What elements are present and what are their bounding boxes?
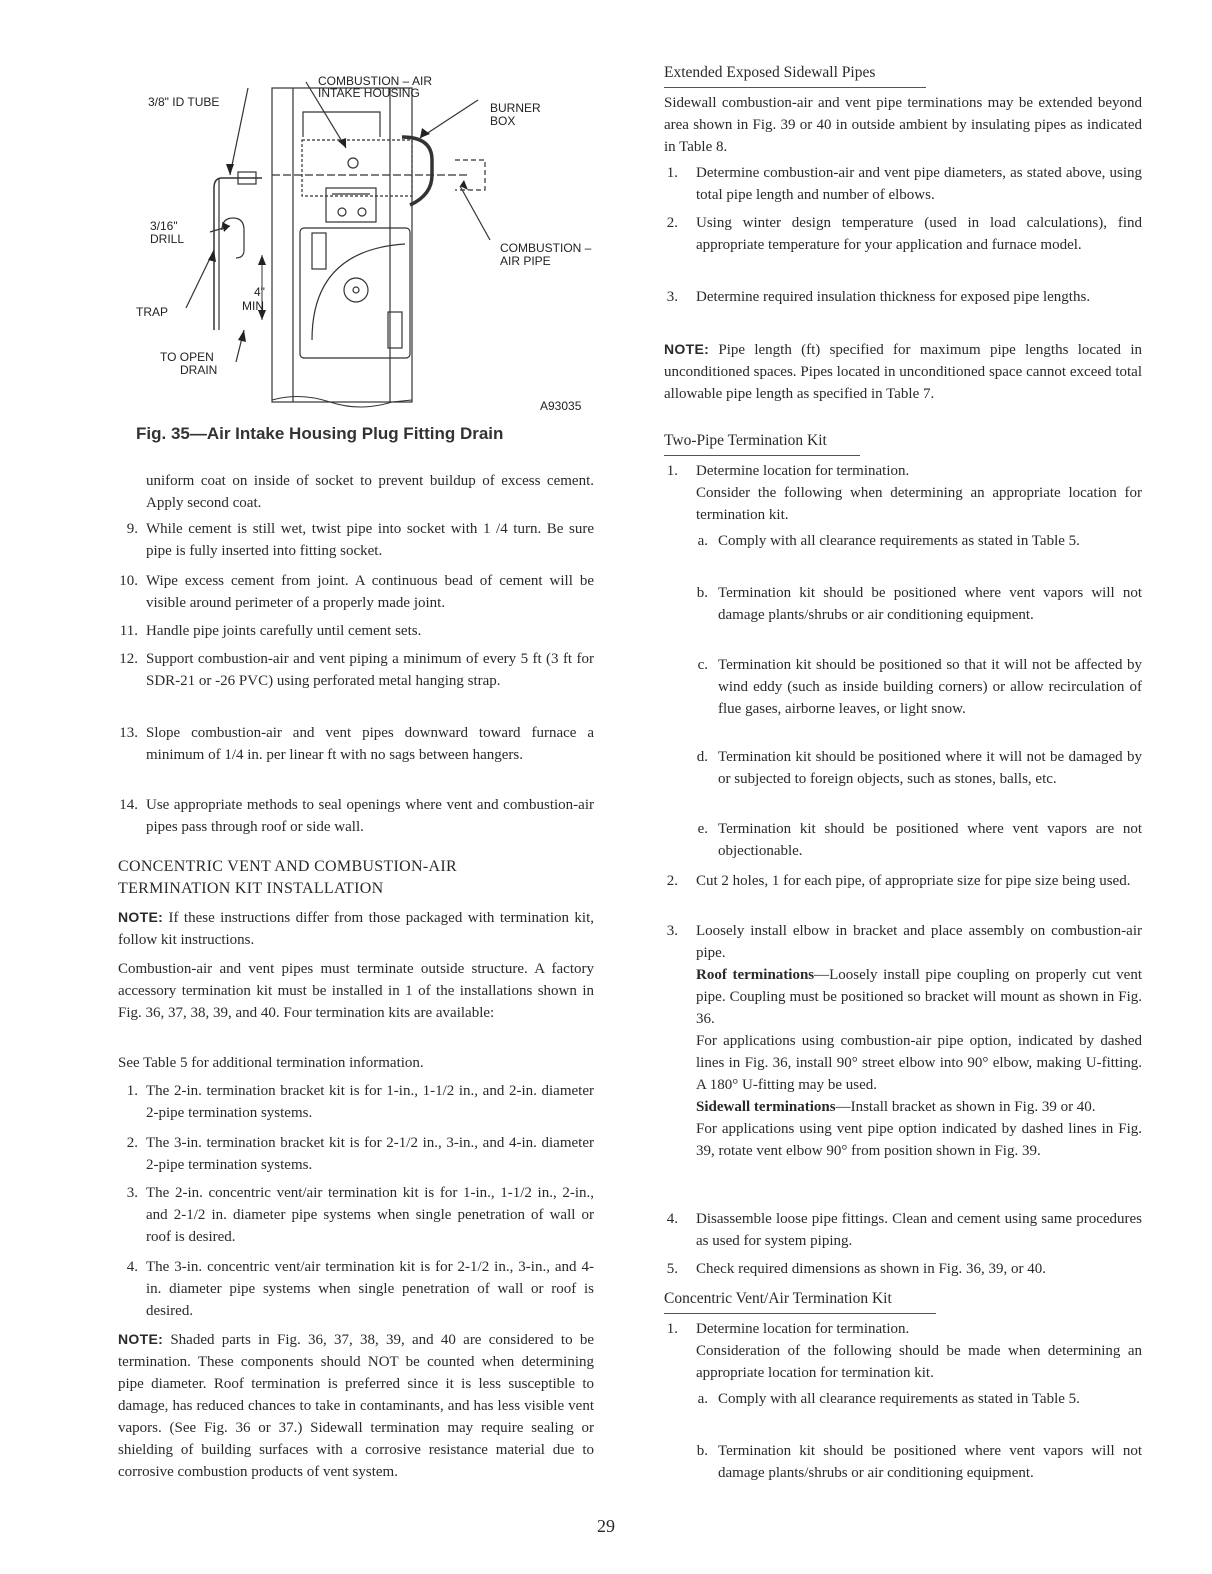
list-item: 3. Determine required insulation thickness for exposed pipe lengths. xyxy=(666,289,1091,305)
subheading-two-pipe: Two-Pipe Termination Kit xyxy=(664,432,827,449)
paragraph-2: See Table 5 for additional termination information. xyxy=(118,1055,424,1071)
list-item: 1. The 2-in. termination bracket kit is for 1-in., 1-1/2 in., and 2-in. diameter 2-pipe termination systems. xyxy=(126,1083,594,1121)
label-id-tube: 3/8" ID TUBE xyxy=(148,95,220,109)
continued-text: uniform coat on inside of socket to prevent buildup of excess cement. Apply second coat. xyxy=(146,473,594,511)
figure-code: A93035 xyxy=(540,399,582,413)
section-heading-1: CONCENTRIC VENT AND COMBUSTION-AIR xyxy=(118,858,457,875)
blower-wheel xyxy=(344,278,368,302)
label-pipe-2: AIR PIPE xyxy=(500,254,551,268)
list-item: 4. Disassemble loose pipe fittings. Clean and cement using same procedures as used for system piping. xyxy=(666,1211,1142,1249)
label-drain-1: TO OPEN xyxy=(160,350,214,364)
section-heading-2: TERMINATION KIT INSTALLATION xyxy=(118,880,384,897)
list-item: c. Termination kit should be positioned so that it will not be affected by wind eddy (such as inside building corners) or allow recirculation of flue gases, airborne leaves, or light snow. xyxy=(697,657,1142,717)
list-item: 2. Cut 2 holes, 1 for each pipe, of appropriate size for pipe size being used. xyxy=(666,873,1131,889)
label-trap: TRAP xyxy=(136,305,169,319)
label-drain-2: DRAIN xyxy=(180,363,218,377)
page-number: 29 xyxy=(597,1516,615,1536)
list-item: a. Comply with all clearance requirements as stated in Table 5. xyxy=(697,1391,1080,1407)
list-item: 9. While cement is still wet, twist pipe into socket with 1 /4 turn. Be sure pipe is fully inserted into fitting socket. xyxy=(126,521,594,559)
list-item: 1. Determine location for termination. Consider the following when determining an appropriate location for termination kit. xyxy=(666,463,1142,523)
list-item: e. Termination kit should be positioned where vent vapors are not objectionable. xyxy=(697,821,1142,859)
intake-housing xyxy=(303,112,380,137)
list-item: d. Termination kit should be positioned where it will not be damaged by or subjected to foreign objects, such as stones, balls, etc. xyxy=(696,749,1142,787)
list-item: 1. Determine location for termination. Consideration of the following should be made when determining an appropriate location for termination kit. xyxy=(666,1321,1142,1381)
label-housing-1: COMBUSTION – AIR xyxy=(318,74,433,88)
subheading-rule xyxy=(664,455,860,456)
subheading-rule xyxy=(664,1313,936,1314)
note-1: NOTE: If these instructions differ from those packaged with termination kit, follow kit instructions. xyxy=(118,909,595,948)
list-item: 3. Loosely install elbow in bracket and place assembly on combustion-air pipe. Roof terminations—Loosely install pipe coupling on properly cut vent pipe. Coupling must be positioned so bracket will mount as shown in Fig. 36. For applications using combustion-air pipe option, indicated by dashed lines in Fig. 36, install 90° street elbow into 90° elbow, making U-fitting. A 180° U-fitting may be used. Sidewall terminations—Install bracket as shown in Fig. 39 or 40. For applications using vent pipe option indicated by dashed lines in Fig. 39, rotate vent elbow 90° from position shown in Fig. 39. xyxy=(666,923,1142,1159)
list-item: 1. Determine combustion-air and vent pipe diameters, as stated above, using total pipe length and number of elbows. xyxy=(666,165,1142,203)
list-item: 2. The 3-in. termination bracket kit is for 2-1/2 in., 3-in., and 4-in. diameter 2-pipe termination systems. xyxy=(126,1135,594,1173)
list-item: 3. The 2-in. concentric vent/air termination kit is for 1-in., 1-1/2 in., 2-in., and 2-1/2 in. diameter pipe systems when single penetration of wall or roof is desired. xyxy=(126,1185,594,1245)
subheading-concentric: Concentric Vent/Air Termination Kit xyxy=(664,1290,892,1307)
figure-35-diagram xyxy=(118,62,594,414)
label-drill-2: DRILL xyxy=(150,232,185,246)
extended-note: NOTE: Pipe length (ft) specified for maximum pipe lengths located in unconditioned spaces. Pipes located in unconditioned space cannot exceed total allowable pipe length as specified in Table 7. xyxy=(664,341,1143,402)
label-housing-2: INTAKE HOUSING xyxy=(318,86,420,100)
tube xyxy=(402,137,432,205)
list-item: 4. The 3-in. concentric vent/air termination kit is for 2-1/2 in., 3-in., and 4-in. diameter pipe systems when single penetration of wall or roof is desired. xyxy=(126,1259,594,1319)
subheading-extended: Extended Exposed Sidewall Pipes xyxy=(664,64,876,81)
list-item: 12. Support combustion-air and vent piping a minimum of every 5 ft (3 ft for SDR-21 or -26 PVC) using perforated metal hanging strap. xyxy=(119,651,594,689)
figure-caption: Fig. 35—Air Intake Housing Plug Fitting Drain xyxy=(136,424,504,443)
list-item: 14. Use appropriate methods to seal openings where vent and combustion-air pipes pass through roof or side wall. xyxy=(119,797,594,835)
roof-terminations-term: Roof terminations xyxy=(696,967,815,983)
label-drill-1: 3/16" xyxy=(150,219,178,233)
list-item: 11. Handle pipe joints carefully until cement sets. xyxy=(119,623,422,639)
list-item: a. Comply with all clearance requirements as stated in Table 5. xyxy=(697,533,1080,549)
subheading-rule xyxy=(664,87,926,88)
paragraph-1: Combustion-air and vent pipes must terminate outside structure. A factory accessory termination kit must be installed in 1 of the installations shown in Fig. 36, 37, 38, 39, and 40. Four termination kits are available: xyxy=(118,961,594,1021)
extended-paragraph: Sidewall combustion-air and vent pipe terminations may be extended beyond area shown in Fig. 39 or 40 in outside ambient by insulating pipes as indicated in Table 8. xyxy=(664,95,1142,155)
note-2: NOTE: Shaded parts in Fig. 36, 37, 38, 39, and 40 are considered to be termination. These components should NOT be counted when determining pipe diameter. Roof termination is preferred since it is less susceptible to damage, has reduced chances to take in contaminants, and has less visible vent vapors. (See Fig. 36 or 37.) Sidewall termination may require sealing or shielding of building surfaces with a corrosive resistance material due to corrosive combustion products of vent system. xyxy=(118,1331,594,1480)
label-pipe-1: COMBUSTION – xyxy=(500,241,592,255)
label-burner-1: BURNER xyxy=(490,101,541,115)
label-burner-2: BOX xyxy=(490,114,516,128)
list-item: 5. Check required dimensions as shown in Fig. 36, 39, or 40. xyxy=(666,1261,1046,1277)
label-min-2: MIN xyxy=(242,299,264,313)
sidewall-terminations-term: Sidewall terminations xyxy=(696,1099,836,1115)
label-min-1: 4" xyxy=(254,285,265,299)
list-item: b. Termination kit should be positioned where vent vapors will not damage plants/shrubs or air conditioning equipment. xyxy=(696,1443,1142,1481)
list-item: 13. Slope combustion-air and vent pipes downward toward furnace a minimum of 1/4 in. per linear ft with no sags between hangers. xyxy=(119,725,594,763)
list-item: 10. Wipe excess cement from joint. A continuous bead of cement will be visible around perimeter of a properly made joint. xyxy=(119,573,594,611)
control-module xyxy=(326,188,376,222)
list-item: b. Termination kit should be positioned where vent vapors will not damage plants/shrubs or air conditioning equipment. xyxy=(696,585,1142,623)
list-item: 2. Using winter design temperature (used in load calculations), find appropriate temperature for your application and furnace model. xyxy=(666,215,1142,253)
